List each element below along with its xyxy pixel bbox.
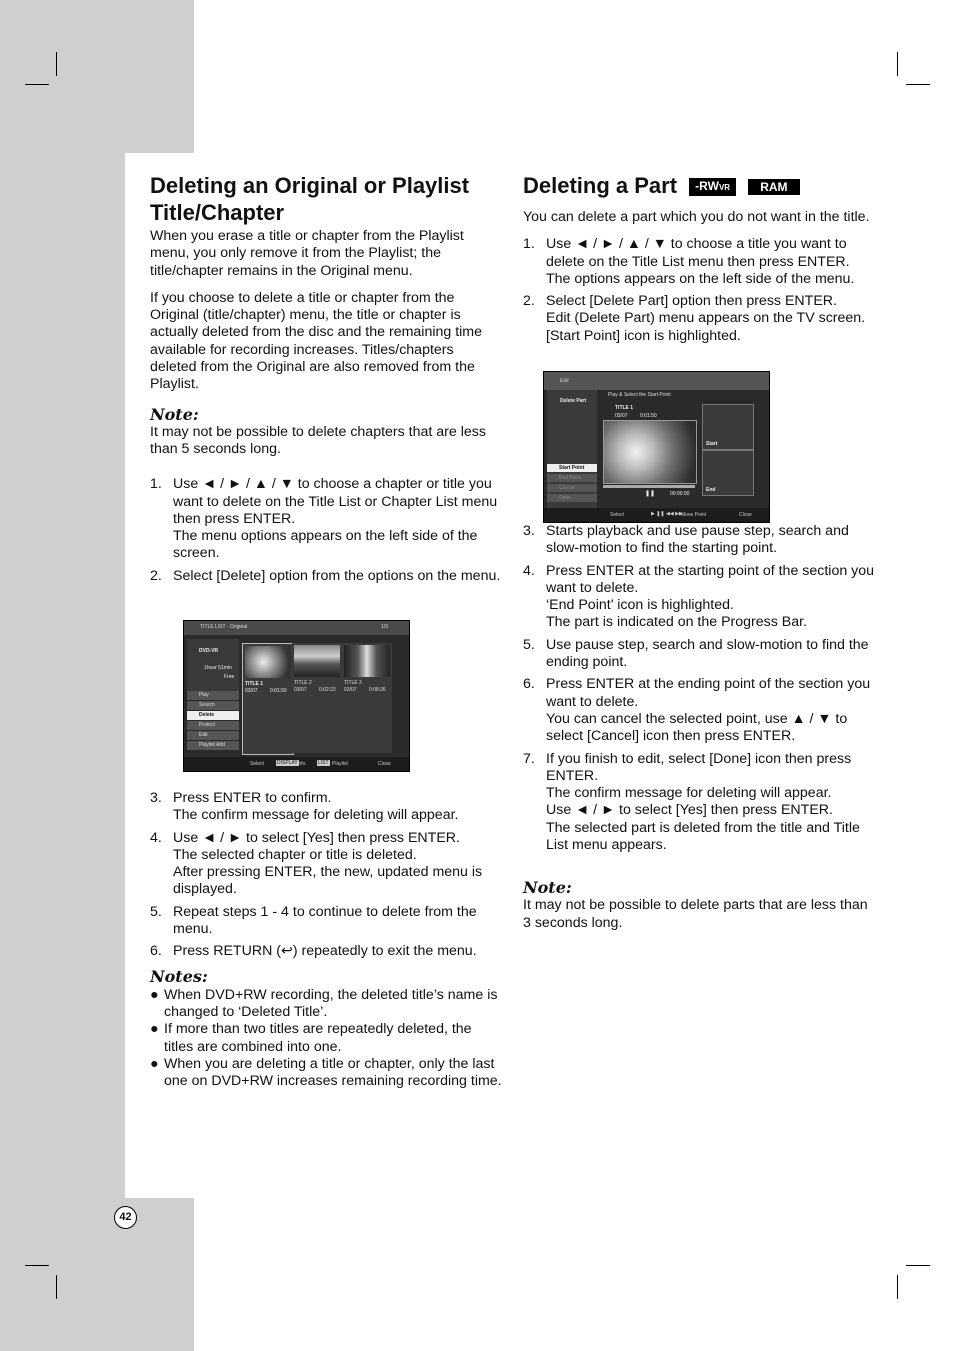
footer-close: Close (378, 761, 391, 767)
title-date: 03/07 (294, 687, 307, 693)
right-column-lower (523, 523, 878, 932)
edit-tag: Edit (560, 378, 569, 384)
title-date: 03/07 (615, 413, 628, 419)
step-text: Select [Delete] option from the options on the menu. (173, 567, 501, 584)
step-number: 4. (150, 829, 162, 846)
title-name: TITLE 1 (245, 681, 264, 687)
step-text: Press ENTER to confirm. The confirm message for deleting will appear. (173, 790, 459, 824)
remain-time: 1hour 51min (204, 665, 232, 671)
crop-mark (897, 52, 898, 76)
bullet-dot: ● (150, 1055, 159, 1072)
note-heading: Note: (150, 404, 199, 424)
video-preview (603, 420, 697, 484)
screen-header (544, 372, 769, 390)
mode-label: Delete Part (560, 398, 587, 404)
step-item (150, 568, 502, 585)
step-number: 2. (523, 293, 535, 310)
screen-header-text: TITLE LIST - Original (200, 624, 248, 630)
crop-mark (25, 84, 49, 85)
step-number: 4. (523, 562, 535, 579)
note-bullet-text: If more than two titles are repeatedly deleted, the titles are combined into one. (164, 1021, 472, 1055)
note-text: It may not be possible to delete chapters that are less than 5 seconds long. (150, 423, 486, 457)
options-menu (187, 691, 239, 755)
note-bullet (150, 987, 502, 1022)
pause-icon: ❚❚ (645, 491, 656, 497)
bullet-dot: ● (150, 1021, 159, 1038)
screen-page: 1/3 (381, 624, 388, 630)
screen-footer (544, 508, 769, 522)
step-text: Use pause step, search and slow-motion to find the ending point. (546, 636, 869, 671)
time-counter: 00:00:00 (670, 491, 690, 497)
title-time: 0:01:50 (640, 413, 657, 419)
title-time: 0:01:50 (270, 688, 287, 694)
menu-item-edit[interactable]: Edit (187, 731, 239, 740)
badge-text: -RW (695, 179, 719, 194)
note-bullet-text: When DVD+RW recording, the deleted title’s name is changed to ‘Deleted Title’. (164, 986, 498, 1020)
crop-mark (56, 1275, 57, 1299)
step-text: Select [Delete Part] option then press ENTER. Edit (Delete Part) menu appears on the TV screen. [Start Point] icon is highlighted. (546, 293, 866, 344)
step-item (523, 293, 878, 345)
step-item (150, 476, 502, 562)
menu-item-play[interactable]: Play (187, 691, 239, 700)
menu-item-delete[interactable]: Delete (187, 711, 239, 720)
page-number: 42 (114, 1206, 137, 1229)
bullet-dot: ● (150, 986, 159, 1003)
step-text: Press RETURN (↩) repeatedly to exit the menu. (173, 943, 477, 960)
thumbnail-landscape (294, 645, 340, 677)
disc-label: DVD-VR (199, 648, 219, 654)
crop-mark (25, 1265, 49, 1266)
margin-band-bottom (0, 1198, 194, 1351)
menu-item-search[interactable]: Search (187, 701, 239, 710)
footer-display: DISPLAY (277, 760, 298, 766)
margin-band-top (0, 0, 194, 153)
title-tile[interactable] (242, 643, 294, 755)
thumbnail-flowers (245, 646, 291, 678)
title-tile[interactable] (292, 643, 342, 753)
footer-select: Select (250, 761, 264, 767)
intro-paragraph: When you erase a title or chapter from the Playlist menu, you only remove it from the Playlist; the title/chapter remains in the Original menu. (150, 228, 464, 279)
step-number: 3. (523, 523, 535, 539)
intro-paragraph: If you choose to delete a title or chapter from the Original (title/chapter) menu, the title or chapter is actually deleted from the disc and the remaining time available for recording increases. Titles/chapters deleted from the Original are also removed from the Playlist. (150, 289, 483, 393)
start-label: Start (706, 441, 718, 447)
menu-item-playlist-add[interactable]: Playlist Add (187, 741, 239, 750)
start-box (702, 404, 754, 450)
end-label: End (706, 487, 716, 493)
left-column-lower (150, 790, 502, 1090)
title-date: 03/07 (344, 687, 357, 693)
left-panel (547, 390, 597, 508)
step-item (523, 563, 878, 632)
title-tile[interactable] (342, 643, 392, 753)
step-item (150, 790, 502, 825)
section-title: Deleting an Original or Playlist Title/Chapter (150, 173, 470, 225)
end-box (702, 450, 754, 496)
title-name: TITLE 2 (294, 680, 312, 686)
screen-footer (184, 757, 409, 771)
left-column (150, 172, 502, 585)
step-item (150, 830, 502, 899)
step-item (150, 904, 502, 939)
disc-badge-rw (689, 178, 736, 196)
crop-mark (897, 1275, 898, 1299)
step-item (523, 676, 878, 745)
footer-playlist: Playlist (332, 761, 348, 767)
disc-badge-ram: RAM (748, 179, 799, 195)
title-label: TITLE 1 (615, 405, 634, 411)
step-text: Use ◄ / ► / ▲ / ▼ to choose a chapter or title you want to delete on the Title List or Chapter List menu then press ENTER. The menu options appears on the left side of the screen. (173, 476, 498, 562)
footer-info: Info. (297, 761, 307, 767)
menu-item-done[interactable]: Done (547, 494, 597, 502)
steps-list (523, 236, 878, 345)
delete-part-screenshot (543, 371, 770, 523)
menu-item-protect[interactable]: Protect (187, 721, 239, 730)
step-number: 7. (523, 750, 535, 767)
disc-info (187, 639, 239, 699)
step-item (523, 751, 878, 855)
note-bullet (150, 1056, 502, 1091)
step-number: 6. (523, 676, 535, 693)
section-title-text: Deleting a Part (523, 173, 678, 198)
right-column (523, 172, 878, 345)
title-date: 03/07 (245, 688, 258, 694)
step-text: Starts playback and use pause step, search and slow-motion to find the starting point. (546, 523, 849, 557)
step-number: 5. (150, 903, 162, 920)
note-bullet-text: When you are deleting a title or chapter, only the last one on DVD+RW increases remaining recording time. (164, 1055, 502, 1090)
step-text: Press ENTER at the ending point of the section you want to delete. You can cancel the selected point, use ▲ / ▼ to select [Cancel] icon then press ENTER. (546, 676, 871, 745)
intro-paragraph: You can delete a part which you do not want in the title. (523, 209, 870, 225)
step-text: If you finish to edit, select [Done] icon then press ENTER. The confirm message for deleting will appear. Use ◄ / ► to select [Yes] then press ENTER. The selected part is deleted from the title and Title List menu appears. (546, 750, 860, 854)
footer-move-point: Move Point (681, 512, 707, 518)
footer-close: Close (739, 512, 752, 518)
title-time: 0:08:26 (369, 687, 386, 693)
crop-mark (56, 52, 57, 76)
step-number: 1. (150, 476, 162, 493)
note-bullet (150, 1021, 502, 1056)
step-number: 6. (150, 943, 162, 960)
step-text: Use ◄ / ► to select [Yes] then press ENTER. The selected chapter or title is deleted. After pressing ENTER, the new, updated menu is displayed. (173, 829, 483, 898)
step-text: Repeat steps 1 - 4 to continue to delete from the menu. (173, 903, 477, 938)
title-name: TITLE 3 (344, 680, 362, 686)
crop-mark (906, 84, 930, 85)
thumbnail-waterfall (344, 645, 390, 677)
step-text: Use ◄ / ► / ▲ / ▼ to choose a title you want to delete on the Title List menu then press ENTER. The options appears on the left side of the menu. (546, 236, 855, 287)
note-heading: Note: (523, 878, 572, 898)
notes-heading: Notes: (150, 966, 208, 986)
step-item (150, 943, 502, 960)
step-item (523, 236, 878, 288)
margin-band-side (0, 153, 125, 1198)
step-number: 1. (523, 236, 535, 253)
step-number: 5. (523, 636, 535, 653)
footer-select: Select (610, 512, 624, 518)
menu-item-start-point[interactable]: Start Point (547, 464, 597, 472)
step-number: 3. (150, 790, 162, 806)
menu-item-cancel[interactable]: Cancel (547, 484, 597, 492)
crop-mark (906, 1265, 930, 1266)
screen-header-text: Play & Select the Start Point (608, 392, 671, 398)
section-title (523, 172, 878, 199)
steps-list (150, 476, 502, 585)
transport-icons: ▶ ❚❚ ◀◀ ▶▶ (651, 511, 683, 517)
title-time: 0:02:23 (319, 687, 336, 693)
free-label: Free (224, 674, 235, 680)
note-text: It may not be possible to delete parts that are less than 3 seconds long. (523, 897, 868, 931)
step-number: 2. (150, 567, 162, 584)
badge-sub: VR (718, 183, 731, 193)
step-item (523, 523, 878, 558)
menu-item-end-point[interactable]: End Point (547, 474, 597, 482)
step-text: Press ENTER at the starting point of the section you want to delete. ‘End Point’ icon is highlighted. The part is indicated on the Progress Bar. (546, 562, 875, 631)
step-item (523, 637, 878, 672)
footer-list: LIST (318, 760, 329, 766)
progress-bar (603, 485, 695, 488)
title-list-screenshot (183, 620, 410, 772)
